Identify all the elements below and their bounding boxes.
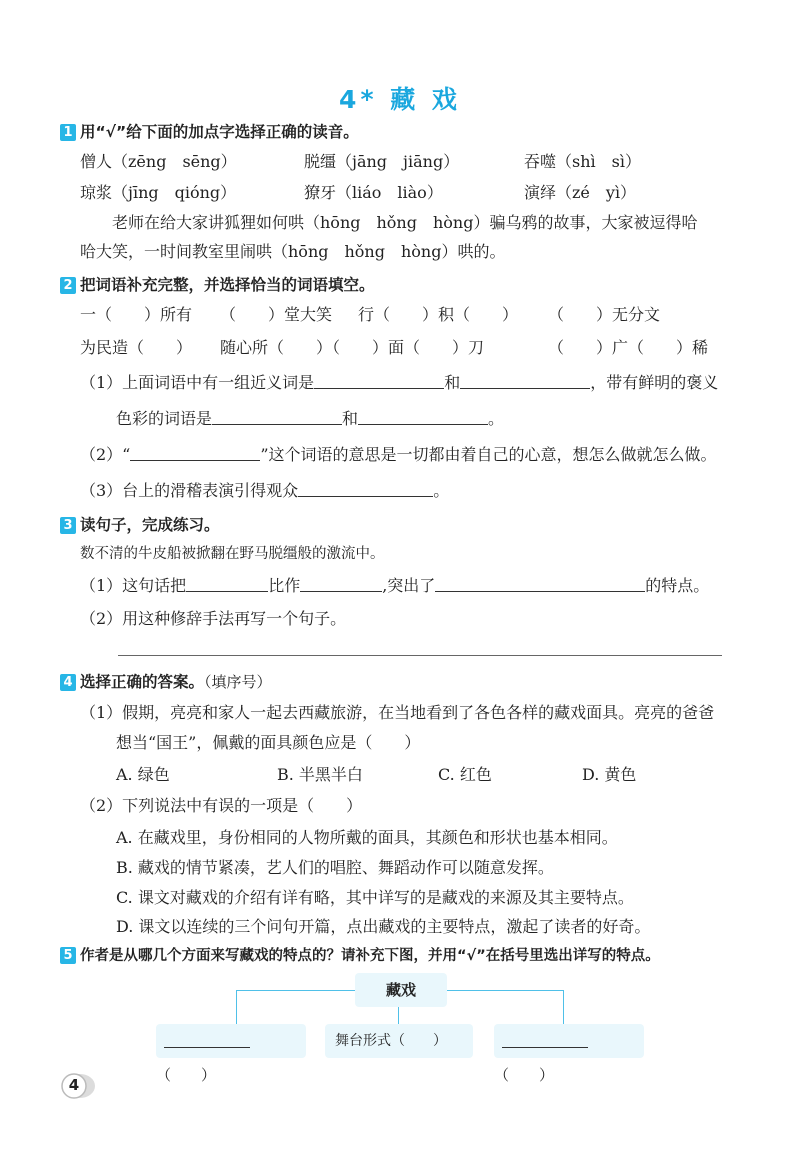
q3-number: 3 xyxy=(60,517,76,534)
q3-sub2: （2）用这种修辞手法再写一个句子。 xyxy=(80,609,347,628)
q2-sub1-text-b: 和 xyxy=(444,373,461,392)
q2-sub3-blank[interactable] xyxy=(298,482,433,497)
q2-sub1-blank-1[interactable] xyxy=(314,374,444,389)
q1-item-6: 演绎（zé yì） xyxy=(524,183,637,202)
diagram-connector-middle xyxy=(398,1004,399,1024)
q3-answer-line[interactable] xyxy=(118,655,722,656)
q1-heading xyxy=(60,120,359,142)
q4-p2-option-a[interactable]: A. 在藏戏里，身份相同的人物所戴的面具，其颜色和形状也基本相同。 xyxy=(116,828,618,847)
q2-word-6: 随心所（ ）（ ）面（ ）刀 xyxy=(220,338,485,357)
q5-title: 作者是从哪几个方面来写藏戏的特点的？请补充下图，并用“√”在括号里选出详写的特点。 xyxy=(80,948,660,964)
q2-sub1-line2 xyxy=(116,406,504,429)
page-title: 4* 藏 戏 xyxy=(339,85,461,114)
q3-sub1-text-a: （1）这句话把 xyxy=(80,576,187,595)
q2-sub2-blank[interactable] xyxy=(130,446,260,461)
q5-heading xyxy=(60,944,660,965)
q4-p1-line2: 想当“国王”，佩戴的面具颜色应是（ ） xyxy=(116,733,421,752)
q3-sub1 xyxy=(80,573,709,596)
q2-word-2: （ ）堂大笑 xyxy=(220,305,333,324)
q4-heading xyxy=(60,670,272,692)
page-number: 4 xyxy=(68,1076,80,1094)
q3-sub1-text-b: 比作 xyxy=(268,576,301,595)
q3-title: 读句子，完成练习。 xyxy=(80,516,220,534)
q3-sub1-blank-3[interactable] xyxy=(435,577,645,592)
q2-word-3: 行（ ）积（ ） xyxy=(358,305,519,324)
q4-p1-option-c[interactable]: C. 红色 xyxy=(438,765,492,784)
q2-word-7: （ ）广（ ）稀 xyxy=(548,338,709,357)
q4-p2-option-b[interactable]: B. 藏戏的情节紧凑，艺人们的唱腔、舞蹈动作可以随意发挥。 xyxy=(116,858,554,877)
q1-item-4: 琼浆（jīng qióng） xyxy=(80,183,237,202)
q4-p1-line1: （1）假期，亮亮和家人一起去西藏旅游，在当地看到了各色各样的藏戏面具。亮亮的爸爸 xyxy=(80,703,715,722)
q2-sub3-text-b: 。 xyxy=(433,481,450,500)
q2-sub3 xyxy=(80,478,449,501)
q3-sub1-blank-2[interactable] xyxy=(300,577,382,592)
q2-sub1-blank-4[interactable] xyxy=(358,410,488,425)
diagram-root-box: 藏戏 xyxy=(355,973,447,1007)
q2-sub3-text-a: （3）台上的滑稽表演引得观众 xyxy=(80,481,299,500)
q4-p1-option-b[interactable]: B. 半黑半白 xyxy=(277,765,363,784)
q4-title-note: （填序号） xyxy=(204,673,272,691)
q2-number: 2 xyxy=(60,277,76,294)
q2-sub1-blank-3[interactable] xyxy=(212,410,342,425)
diagram-middle-box[interactable]: 舞台形式（ ） xyxy=(325,1024,473,1058)
q2-sub1-text-f: 。 xyxy=(488,409,505,428)
q2-sub1-text-c: ，带有鲜明的褒义 xyxy=(590,373,719,392)
q4-p1-option-a[interactable]: A. 绿色 xyxy=(116,765,170,784)
diagram-right-box[interactable] xyxy=(494,1024,644,1084)
q1-item-5: 獠牙（liáo liào） xyxy=(304,183,443,202)
q1-number: 1 xyxy=(60,124,76,141)
q5-number: 5 xyxy=(60,947,76,964)
diagram-right-blank[interactable] xyxy=(502,1033,588,1048)
diagram-right-paren: （ ） xyxy=(494,1066,555,1084)
q4-title: 选择正确的答案。 xyxy=(80,673,205,691)
q2-word-4: （ ）无分文 xyxy=(548,305,661,324)
q4-number: 4 xyxy=(60,674,76,691)
q2-heading xyxy=(60,273,375,295)
q1-item-3: 吞噬（shì sì） xyxy=(524,152,641,171)
diagram-left-paren: （ ） xyxy=(156,1066,217,1084)
q2-sub2 xyxy=(80,442,717,465)
q2-title: 把词语补充完整，并选择恰当的词语填空。 xyxy=(80,276,375,294)
q3-heading xyxy=(60,513,220,535)
q2-sub1-text-d: 色彩的词语是 xyxy=(116,409,213,428)
q2-sub2-text-a: （2）“ xyxy=(80,445,131,464)
q4-p2-line: （2）下列说法中有误的一项是（ ） xyxy=(80,796,363,815)
q3-sub1-text-d: 的特点。 xyxy=(645,576,710,595)
q4-p1-option-d[interactable]: D. 黄色 xyxy=(582,765,637,784)
q4-p2-option-c[interactable]: C. 课文对藏戏的介绍有详有略，其中详写的是藏戏的来源及其主要特点。 xyxy=(116,888,634,907)
q2-word-1: 一（ ）所有 xyxy=(80,305,193,324)
q3-sub1-blank-1[interactable] xyxy=(186,577,268,592)
q1-title: 用“√”给下面的加点字选择正确的读音。 xyxy=(80,123,359,141)
q1-paragraph-line2: 哈大笑，一时间教室里闹哄（hōng hǒng hòng）哄的。 xyxy=(80,242,506,261)
q3-sentence: 数不清的牛皮船被掀翻在野马脱缰般的激流中。 xyxy=(80,546,385,562)
q2-sub1-blank-2[interactable] xyxy=(460,374,590,389)
q1-paragraph-line1: 老师在给大家讲狐狸如何哄（hōng hǒng hòng）骗乌鸦的故事，大家被逗得哈 xyxy=(112,213,698,232)
q1-item-1: 僧人（zēng sēng） xyxy=(80,152,237,171)
q3-sub1-text-c: ,突出了 xyxy=(382,576,436,595)
page-number-badge xyxy=(60,1072,96,1100)
q2-sub2-text-b: ”这个词语的意思是一切都由着自己的心意，想怎么做就怎么做。 xyxy=(260,445,717,464)
q2-sub1-line1 xyxy=(80,370,718,393)
q2-sub1-text-a: （1）上面词语中有一组近义词是 xyxy=(80,373,315,392)
q2-word-5: 为民造（ ） xyxy=(80,338,193,357)
diagram-left-blank[interactable] xyxy=(164,1033,250,1048)
diagram-left-box[interactable] xyxy=(156,1024,306,1084)
q4-p2-option-d[interactable]: D. 课文以连续的三个问句开篇，点出藏戏的主要特点，激起了读者的好奇。 xyxy=(116,917,651,936)
q1-item-2: 脱缰（jāng jiāng） xyxy=(304,152,460,171)
q2-sub1-text-e: 和 xyxy=(342,409,359,428)
